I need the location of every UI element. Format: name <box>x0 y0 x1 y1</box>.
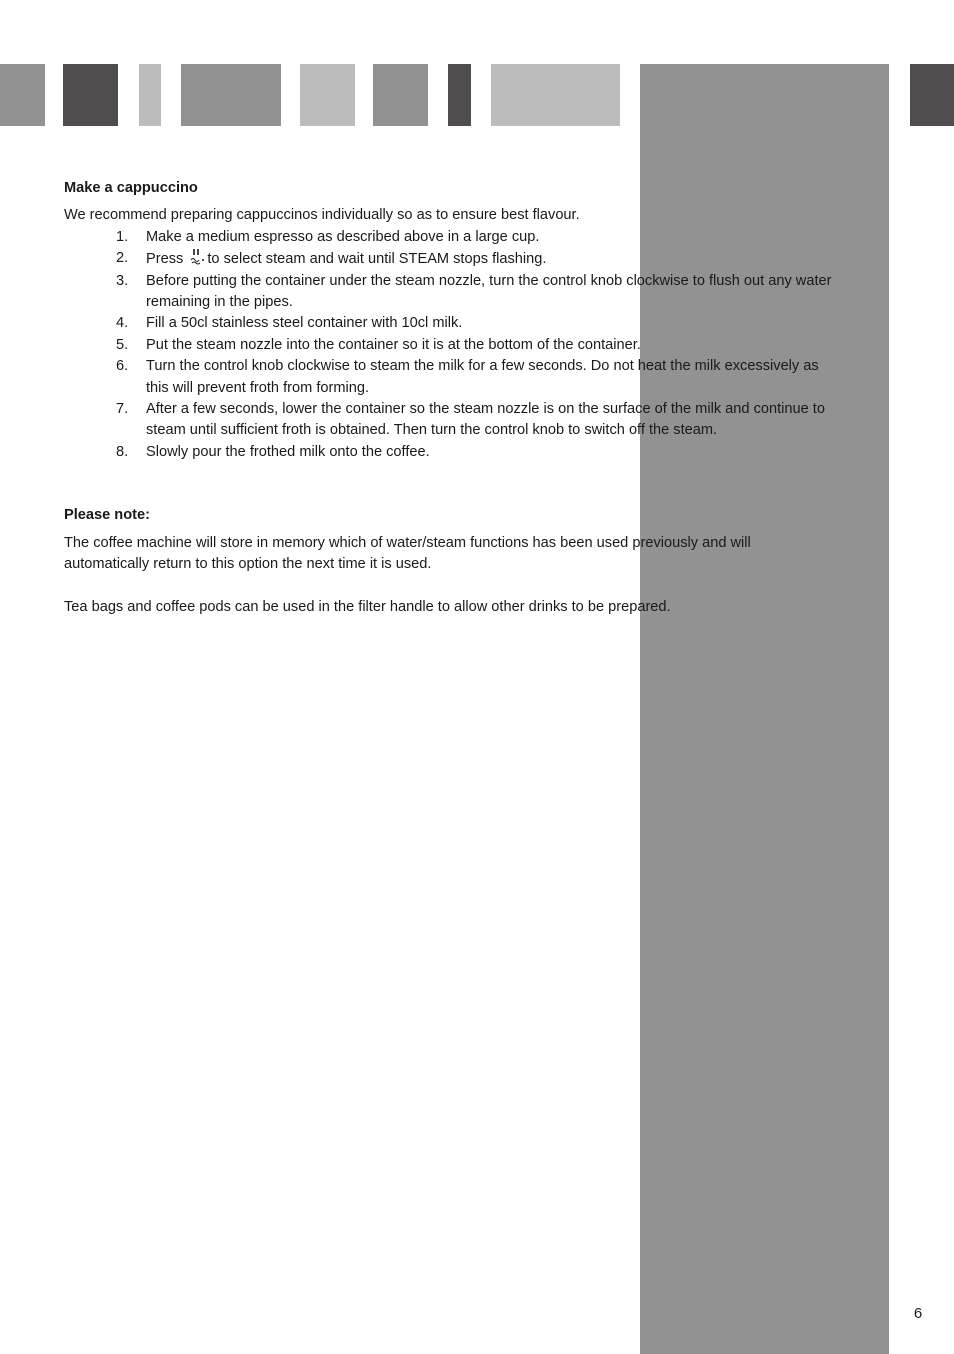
section-heading-note: Please note: <box>64 507 150 524</box>
section-heading-cappuccino: Make a cappuccino <box>64 180 198 196</box>
step-text: Put the steam nozzle into the container so it is at the bottom of the container. <box>146 336 641 353</box>
step-number: 7. <box>116 401 129 418</box>
step-text: to select steam and wait until STEAM stops flashing. <box>207 251 547 268</box>
note-paragraph: Tea bags and coffee pods can be used in the filter handle to allow other drinks to be prepared. <box>64 598 671 615</box>
intro-paragraph: We recommend preparing cappuccinos individually so as to ensure best flavour. <box>64 207 580 224</box>
step-text: Before putting the container under the steam nozzle, turn the control knob clockwise to flush out any water remaining in the pipes. <box>146 272 832 311</box>
step-number: 2. <box>116 250 129 267</box>
header-block-1 <box>0 64 45 126</box>
header-block-5 <box>300 64 355 126</box>
header-block-2 <box>63 64 118 126</box>
step-text: Make a medium espresso as described above in a large cup. <box>146 228 540 245</box>
list-item <box>64 248 834 270</box>
page-number: 6 <box>913 1305 923 1322</box>
list-item <box>64 227 834 248</box>
header-block-8 <box>491 64 620 126</box>
list-item <box>64 442 834 463</box>
list-item <box>64 313 834 334</box>
header-block-4 <box>181 64 281 126</box>
step-number: 1. <box>116 228 129 245</box>
list-item <box>64 356 834 399</box>
header-block-3 <box>139 64 161 126</box>
note-paragraph: The coffee machine will store in memory which of water/steam functions has been used previously and will automatically return to this option the next time it is used. <box>64 534 751 573</box>
header-block-6 <box>373 64 428 126</box>
step-text: Slowly pour the frothed milk onto the coffee. <box>146 443 430 460</box>
step-number: 5. <box>116 336 129 353</box>
list-item <box>64 399 834 442</box>
step-number: 4. <box>116 315 129 332</box>
step-number: 8. <box>116 443 129 460</box>
list-item <box>64 271 834 314</box>
step-text: After a few seconds, lower the container so the steam nozzle is on the surface of the milk and continue to steam until sufficient froth is obtained. Then turn the control knob to switch off the steam. <box>146 401 825 439</box>
steps-list <box>64 227 834 463</box>
step-number: 6. <box>116 358 129 375</box>
step-text: Fill a 50cl stainless steel container with 10cl milk. <box>146 315 463 332</box>
step-number: 3. <box>116 272 129 289</box>
step-text: Turn the control knob clockwise to steam the milk for a few seconds. Do not heat the milk excessively as this will prevent froth from forming. <box>146 358 819 396</box>
header-block-7 <box>448 64 471 126</box>
document-body <box>64 178 834 618</box>
list-item <box>64 335 834 356</box>
steam-icon <box>187 248 207 266</box>
step-text: Press <box>146 251 184 268</box>
header-block-9 <box>910 64 954 126</box>
